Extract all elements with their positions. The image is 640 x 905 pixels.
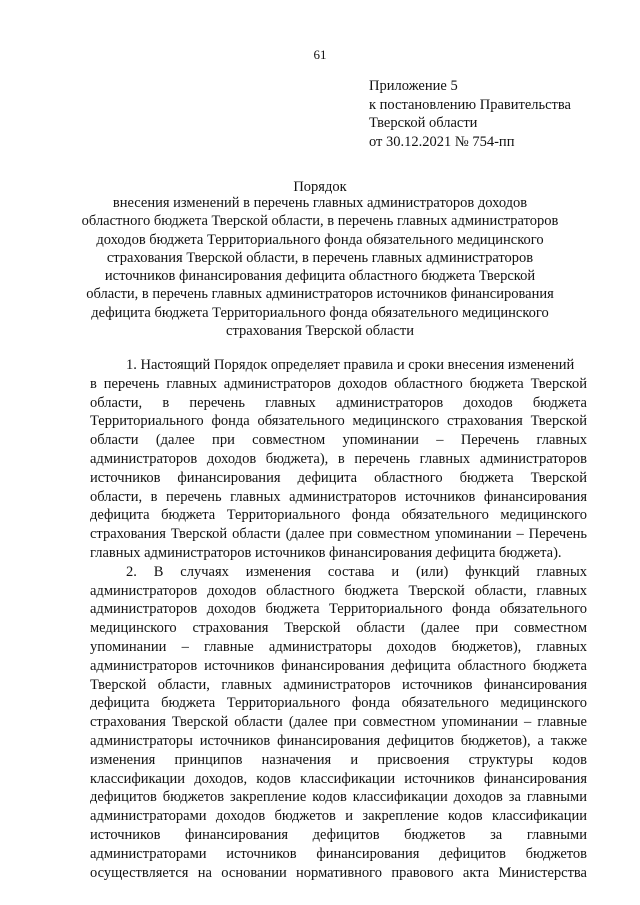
paragraph-1 — [90, 356, 587, 563]
paragraph-line: страхования Тверской области (далее при совместном упоминании – главные — [90, 714, 587, 731]
document-title: Порядок — [293, 179, 347, 195]
paragraph-line: упоминании – главные администраторы доходов бюджетов), главных — [90, 638, 587, 655]
paragraph-line: 1. Настоящий Порядок определяет правила и сроки внесения изменений — [126, 357, 575, 373]
subtitle-line: областного бюджета Тверской области, в перечень главных администраторов — [81, 213, 559, 230]
subtitle-line: страхования Тверской области — [226, 323, 414, 340]
paragraph-line: администраторами источников финансирования дефицитов бюджетов — [90, 845, 587, 862]
subtitle-line: дефицита бюджета Территориального фонда обязательного медицинского — [91, 304, 549, 321]
appendix-date-number: от 30.12.2021 № 754-пп — [369, 133, 515, 150]
paragraph-line: области, в перечень главных администраторов доходов бюджета — [90, 394, 587, 411]
subtitle-line: области, в перечень главных администраторов источников финансирования — [86, 286, 554, 303]
paragraph-line: Тверской области, главных администраторов источников финансирования — [90, 676, 587, 693]
paragraph-line: администраторов доходов областного бюджета Тверской области, главных — [90, 582, 587, 599]
paragraph-line: администраторов доходов бюджета Территориального фонда обязательного — [90, 601, 587, 618]
appendix-reference — [369, 77, 629, 151]
document-subtitle — [70, 194, 570, 340]
paragraph-line: классификации доходов, кодов классификации источников финансирования — [90, 770, 587, 787]
paragraph-line: 2. В случаях изменения состава и (или) функций главных — [126, 563, 587, 580]
paragraph-line: медицинского страхования Тверской области (далее при совместном — [90, 620, 587, 637]
paragraph-line: области, в перечень главных администраторов источников финансирования — [90, 488, 587, 505]
appendix-decree: к постановлению Правительства — [369, 96, 571, 113]
appendix-number: Приложение 5 — [369, 78, 458, 94]
paragraph-2 — [90, 563, 587, 883]
paragraph-line: администраторы источников финансирования дефицитов бюджетов), а также — [90, 732, 587, 749]
document-body — [90, 356, 587, 882]
paragraph-line: дефицита бюджета Территориального фонда обязательного медицинского — [90, 695, 587, 712]
paragraph-line: страхования Тверской области (далее при совместном упоминании – Перечень — [90, 526, 587, 543]
paragraph-line: изменения принципов назначения и присвоения структуры кодов — [90, 751, 587, 768]
paragraph-line: области (далее при совместном упоминании – Перечень главных — [90, 432, 587, 449]
paragraph-line: источников финансирования дефицита областного бюджета Тверской — [90, 469, 587, 486]
paragraph-line: главных администраторов источников финансирования дефицита бюджета). — [90, 544, 562, 561]
paragraph-line: в перечень главных администраторов доходов областного бюджета Тверской — [90, 375, 587, 392]
page-number: 61 — [313, 47, 327, 62]
subtitle-line: внесения изменений в перечень главных администраторов доходов — [112, 195, 528, 211]
subtitle-line: источников финансирования дефицита областного бюджета Тверской — [104, 268, 536, 285]
paragraph-line: источников финансирования дефицитов бюджетов за главными — [90, 826, 587, 843]
paragraph-line: Территориального фонда обязательного медицинского страхования Тверской — [90, 413, 587, 430]
paragraph-line: дефицитов бюджетов закрепление кодов классификации доходов за главными — [90, 789, 587, 806]
paragraph-line: администраторами доходов бюджетов и закрепление кодов классификации — [90, 808, 587, 825]
paragraph-line: осуществляется на основании нормативного правового акта Министерства — [90, 864, 587, 881]
subtitle-line: страхования Тверской области, в перечень главных администраторов — [106, 249, 534, 266]
subtitle-line: доходов бюджета Территориального фонда обязательного медицинского — [96, 231, 544, 248]
paragraph-line: дефицита бюджета Территориального фонда обязательного медицинского — [90, 507, 587, 524]
paragraph-line: администраторов источников финансирования дефицита областного бюджета — [90, 657, 587, 674]
paragraph-line: администраторов доходов бюджета), в перечень главных администраторов — [90, 450, 587, 467]
appendix-region: Тверской области — [369, 115, 478, 131]
